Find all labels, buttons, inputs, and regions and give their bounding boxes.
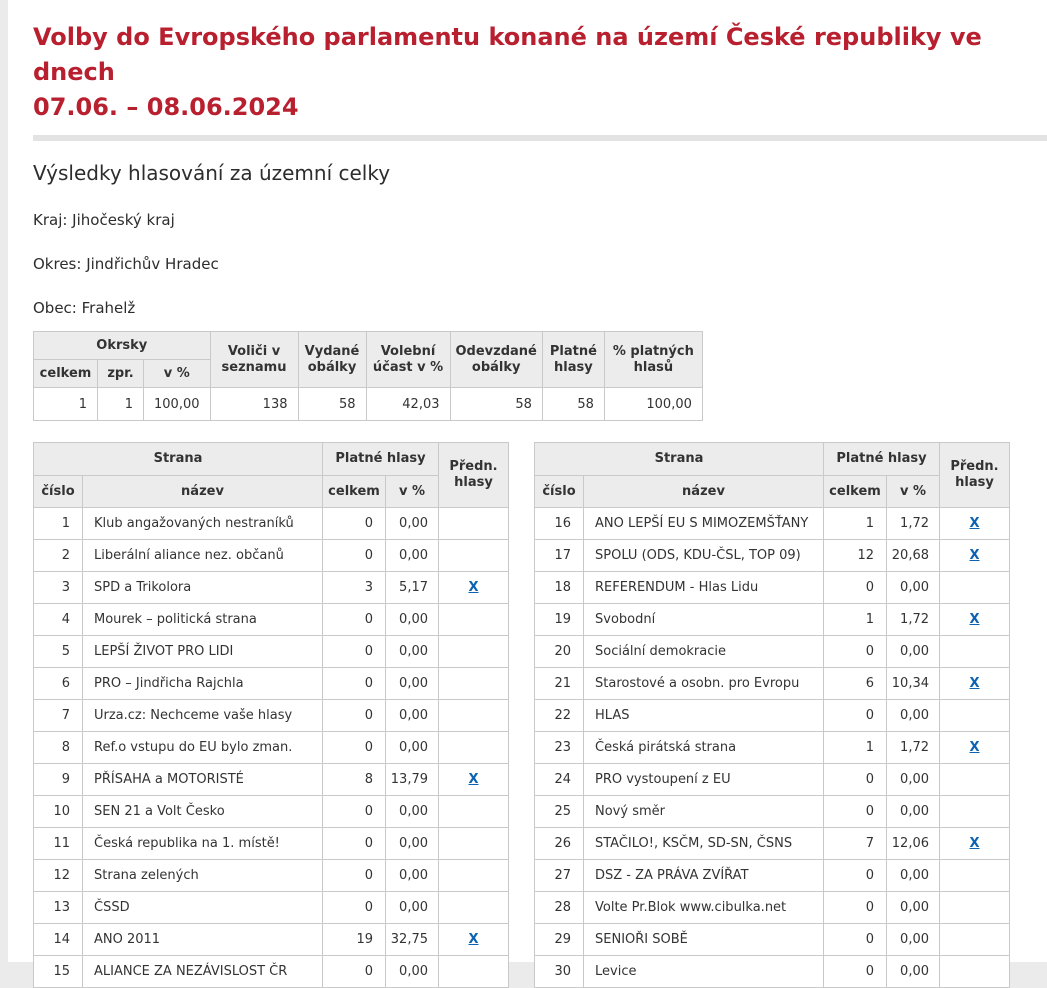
party-name: Svobodní [584, 604, 824, 636]
pref-votes-cell [439, 764, 509, 796]
party-number: 12 [34, 860, 83, 892]
party-total-votes: 0 [323, 508, 386, 540]
table-row [34, 892, 509, 924]
pref-votes-cell [940, 636, 1010, 668]
party-number: 16 [535, 508, 584, 540]
party-number: 6 [34, 668, 83, 700]
page-title-line1: Volby do Evropského parlamentu konané na území České republiky ve dnech [33, 23, 982, 86]
party-name: ANO 2011 [83, 924, 323, 956]
table-row [535, 828, 1010, 860]
table-row [535, 572, 1010, 604]
party-name: Liberální aliance nez. občanů [83, 540, 323, 572]
page-title-line2: 07.06. – 08.06.2024 [33, 93, 299, 121]
pref-votes-link[interactable]: X [468, 932, 479, 947]
party-total-votes: 0 [824, 764, 887, 796]
pref-votes-link[interactable]: X [969, 516, 980, 531]
party-total-votes: 0 [323, 540, 386, 572]
party-votes-pct: 0,00 [386, 796, 439, 828]
party-votes-pct: 0,00 [386, 540, 439, 572]
party-total-votes: 0 [323, 700, 386, 732]
party-header-celkem: celkem [824, 476, 887, 508]
pref-votes-cell [439, 700, 509, 732]
party-name: Ref.o vstupu do EU bylo zman. [83, 732, 323, 764]
party-name: Levice [584, 956, 824, 988]
summary-header-volici: Voliči v seznamu [210, 332, 298, 388]
page-content [8, 0, 1047, 979]
party-number: 10 [34, 796, 83, 828]
party-votes-pct: 0,00 [887, 764, 940, 796]
party-total-votes: 0 [824, 700, 887, 732]
party-total-votes: 0 [323, 892, 386, 924]
party-number: 27 [535, 860, 584, 892]
party-name: Klub angažovaných nestraníků [83, 508, 323, 540]
table-row [34, 924, 509, 956]
party-header-strana: Strana [535, 443, 824, 476]
pref-votes-cell [940, 668, 1010, 700]
party-number: 28 [535, 892, 584, 924]
party-total-votes: 19 [323, 924, 386, 956]
party-name: REFERENDUM - Hlas Lidu [584, 572, 824, 604]
table-row [535, 508, 1010, 540]
party-votes-pct: 0,00 [887, 860, 940, 892]
party-total-votes: 0 [323, 796, 386, 828]
party-votes-pct: 0,00 [386, 956, 439, 988]
party-votes-pct: 0,00 [887, 892, 940, 924]
table-row [34, 668, 509, 700]
party-number: 2 [34, 540, 83, 572]
table-row [34, 572, 509, 604]
summary-header-celkem: celkem [34, 360, 98, 388]
title-divider [33, 135, 1047, 141]
party-votes-pct: 0,00 [887, 636, 940, 668]
party-header-predn-hlasy: Předn. hlasy [940, 443, 1010, 508]
table-row [535, 796, 1010, 828]
party-number: 29 [535, 924, 584, 956]
pref-votes-cell [940, 604, 1010, 636]
odevzdane-obalky-value: 58 [450, 388, 542, 421]
party-votes-pct: 0,00 [386, 604, 439, 636]
party-name: ČSSD [83, 892, 323, 924]
party-name: ALIANCE ZA NEZÁVISLOST ČR [83, 956, 323, 988]
pref-votes-cell [940, 860, 1010, 892]
party-votes-pct: 0,00 [386, 732, 439, 764]
summary-header-zpr: zpr. [98, 360, 144, 388]
party-number: 24 [535, 764, 584, 796]
party-votes-pct: 0,00 [887, 700, 940, 732]
table-row [34, 860, 509, 892]
region-obec: Obec: Frahelž [33, 299, 136, 317]
pref-votes-cell [940, 540, 1010, 572]
table-row [535, 668, 1010, 700]
pref-votes-cell [439, 636, 509, 668]
pref-votes-cell [439, 668, 509, 700]
party-name: DSZ - ZA PRÁVA ZVÍŘAT [584, 860, 824, 892]
pref-votes-link[interactable]: X [468, 772, 479, 787]
summary-data-row [34, 388, 703, 421]
pref-votes-cell [439, 796, 509, 828]
party-header-nazev: název [584, 476, 824, 508]
party-votes-pct: 12,06 [887, 828, 940, 860]
party-name: STAČILO!, KSČM, SD-SN, ČSNS [584, 828, 824, 860]
party-total-votes: 3 [323, 572, 386, 604]
party-name: Česká republika na 1. místě! [83, 828, 323, 860]
table-row [535, 860, 1010, 892]
party-votes-pct: 1,72 [887, 508, 940, 540]
party-header-v-pct: v % [386, 476, 439, 508]
party-votes-pct: 1,72 [887, 732, 940, 764]
summary-header-platne-hlasy: Platné hlasy [542, 332, 604, 388]
party-total-votes: 0 [824, 860, 887, 892]
summary-results-table [33, 331, 703, 421]
party-total-votes: 0 [323, 956, 386, 988]
results-subtitle: Výsledky hlasování za územní celky [33, 161, 391, 185]
party-votes-pct: 32,75 [386, 924, 439, 956]
party-number: 1 [34, 508, 83, 540]
table-row [535, 956, 1010, 988]
party-total-votes: 6 [824, 668, 887, 700]
pref-votes-cell [940, 828, 1010, 860]
party-name: Sociální demokracie [584, 636, 824, 668]
platne-hlasy-value: 58 [542, 388, 604, 421]
party-number: 30 [535, 956, 584, 988]
volici-value: 138 [210, 388, 298, 421]
party-total-votes: 0 [824, 956, 887, 988]
pref-votes-cell [439, 828, 509, 860]
pref-votes-cell [439, 732, 509, 764]
party-total-votes: 7 [824, 828, 887, 860]
party-name: Volte Pr.Blok www.cibulka.net [584, 892, 824, 924]
party-votes-pct: 13,79 [386, 764, 439, 796]
party-total-votes: 0 [824, 572, 887, 604]
pref-votes-cell [940, 892, 1010, 924]
party-votes-pct: 0,00 [887, 796, 940, 828]
party-name: ANO LEPŠÍ EU S MIMOZEMŠŤANY [584, 508, 824, 540]
party-header-predn-hlasy: Předn. hlasy [439, 443, 509, 508]
party-number: 21 [535, 668, 584, 700]
summary-header-pct-platnych: % platných hlasů [604, 332, 702, 388]
party-number: 17 [535, 540, 584, 572]
party-number: 5 [34, 636, 83, 668]
party-number: 3 [34, 572, 83, 604]
party-header-cislo: číslo [34, 476, 83, 508]
party-number: 8 [34, 732, 83, 764]
pref-votes-cell [439, 860, 509, 892]
pref-votes-cell [439, 604, 509, 636]
party-total-votes: 0 [323, 668, 386, 700]
party-number: 19 [535, 604, 584, 636]
party-header-strana: Strana [34, 443, 323, 476]
party-number: 20 [535, 636, 584, 668]
party-name: HLAS [584, 700, 824, 732]
party-name: Česká pirátská strana [584, 732, 824, 764]
pref-votes-cell [940, 764, 1010, 796]
table-row [34, 828, 509, 860]
table-row [535, 700, 1010, 732]
party-header-nazev: název [83, 476, 323, 508]
party-number: 9 [34, 764, 83, 796]
table-row [34, 956, 509, 988]
pref-votes-link[interactable]: X [969, 836, 980, 851]
summary-header-vydane-obalky: Vydané obálky [298, 332, 366, 388]
party-votes-pct: 0,00 [887, 956, 940, 988]
region-kraj: Kraj: Jihočeský kraj [33, 211, 175, 229]
okrsky-pct-value: 100,00 [144, 388, 211, 421]
party-total-votes: 12 [824, 540, 887, 572]
party-name: SPD a Trikolora [83, 572, 323, 604]
party-total-votes: 0 [824, 924, 887, 956]
pref-votes-cell [940, 572, 1010, 604]
table-row [34, 636, 509, 668]
party-name: PRO vystoupení z EU [584, 764, 824, 796]
pref-votes-link[interactable]: X [969, 548, 980, 563]
party-total-votes: 0 [824, 796, 887, 828]
pref-votes-cell [940, 956, 1010, 988]
party-header-cislo: číslo [535, 476, 584, 508]
volebni-ucast-value: 42,03 [366, 388, 450, 421]
table-row [535, 732, 1010, 764]
party-name: SENIOŘI SOBĚ [584, 924, 824, 956]
pref-votes-cell [940, 508, 1010, 540]
pref-votes-link[interactable]: X [969, 676, 980, 691]
party-name: Starostové a osobn. pro Evropu [584, 668, 824, 700]
party-number: 4 [34, 604, 83, 636]
table-row [34, 732, 509, 764]
party-total-votes: 0 [323, 860, 386, 892]
party-votes-pct: 0,00 [386, 700, 439, 732]
pref-votes-cell [940, 796, 1010, 828]
party-total-votes: 0 [323, 604, 386, 636]
table-row [535, 764, 1010, 796]
pref-votes-cell [940, 732, 1010, 764]
party-votes-pct: 5,17 [386, 572, 439, 604]
party-total-votes: 0 [323, 636, 386, 668]
pref-votes-cell [439, 956, 509, 988]
party-votes-pct: 0,00 [386, 636, 439, 668]
table-row [535, 892, 1010, 924]
party-name: Urza.cz: Nechceme vaše hlasy [83, 700, 323, 732]
pref-votes-link[interactable]: X [468, 580, 479, 595]
party-votes-pct: 0,00 [386, 828, 439, 860]
summary-header-odevzdane-obalky: Odevzdané obálky [450, 332, 542, 388]
party-votes-pct: 0,00 [386, 668, 439, 700]
pref-votes-cell [940, 700, 1010, 732]
party-number: 15 [34, 956, 83, 988]
party-header-v-pct: v % [887, 476, 940, 508]
party-number: 13 [34, 892, 83, 924]
table-row [535, 924, 1010, 956]
table-row [34, 604, 509, 636]
table-row [34, 508, 509, 540]
party-name: PŘÍSAHA a MOTORISTÉ [83, 764, 323, 796]
party-total-votes: 0 [323, 828, 386, 860]
table-row [34, 540, 509, 572]
pref-votes-cell [439, 572, 509, 604]
party-number: 11 [34, 828, 83, 860]
party-votes-pct: 0,00 [386, 860, 439, 892]
party-header-celkem: celkem [323, 476, 386, 508]
vydane-obalky-value: 58 [298, 388, 366, 421]
okrsky-celkem-value: 1 [34, 388, 98, 421]
page-title [33, 0, 1047, 125]
party-name: SPOLU (ODS, KDU-ČSL, TOP 09) [584, 540, 824, 572]
okrsky-zpr-value: 1 [98, 388, 144, 421]
party-total-votes: 0 [824, 892, 887, 924]
party-header-platne-hlasy: Platné hlasy [824, 443, 940, 476]
table-row [535, 636, 1010, 668]
party-votes-pct: 0,00 [887, 572, 940, 604]
party-number: 26 [535, 828, 584, 860]
party-tables-container [33, 442, 1047, 988]
party-name: Strana zelených [83, 860, 323, 892]
party-name: Mourek – politická strana [83, 604, 323, 636]
party-name: Nový směr [584, 796, 824, 828]
party-votes-pct: 10,34 [887, 668, 940, 700]
party-number: 18 [535, 572, 584, 604]
region-okres: Okres: Jindřichův Hradec [33, 255, 219, 273]
pref-votes-link[interactable]: X [969, 612, 980, 627]
party-votes-pct: 0,00 [386, 508, 439, 540]
party-header-platne-hlasy: Platné hlasy [323, 443, 439, 476]
table-row [535, 604, 1010, 636]
party-number: 7 [34, 700, 83, 732]
party-total-votes: 1 [824, 732, 887, 764]
party-votes-pct: 20,68 [887, 540, 940, 572]
pref-votes-cell [439, 508, 509, 540]
summary-header-okrsky: Okrsky [34, 332, 211, 360]
party-votes-pct: 0,00 [887, 924, 940, 956]
summary-header-v-pct: v % [144, 360, 211, 388]
party-name: LEPŠÍ ŽIVOT PRO LIDI [83, 636, 323, 668]
table-row [34, 700, 509, 732]
party-table-left [33, 442, 509, 988]
pref-votes-cell [439, 892, 509, 924]
party-votes-pct: 0,00 [386, 892, 439, 924]
table-row [34, 796, 509, 828]
pref-votes-cell [439, 540, 509, 572]
table-row [535, 540, 1010, 572]
party-number: 23 [535, 732, 584, 764]
pref-votes-link[interactable]: X [969, 740, 980, 755]
party-name: SEN 21 a Volt Česko [83, 796, 323, 828]
pref-votes-cell [439, 924, 509, 956]
summary-header-volebni-ucast: Volební účast v % [366, 332, 450, 388]
party-total-votes: 1 [824, 604, 887, 636]
party-total-votes: 8 [323, 764, 386, 796]
party-total-votes: 0 [824, 636, 887, 668]
party-number: 14 [34, 924, 83, 956]
party-total-votes: 1 [824, 508, 887, 540]
party-number: 25 [535, 796, 584, 828]
party-total-votes: 0 [323, 732, 386, 764]
table-row [34, 764, 509, 796]
party-table-right [534, 442, 1010, 988]
party-number: 22 [535, 700, 584, 732]
pct-platnych-value: 100,00 [604, 388, 702, 421]
pref-votes-cell [940, 924, 1010, 956]
party-name: PRO – Jindřicha Rajchla [83, 668, 323, 700]
party-votes-pct: 1,72 [887, 604, 940, 636]
